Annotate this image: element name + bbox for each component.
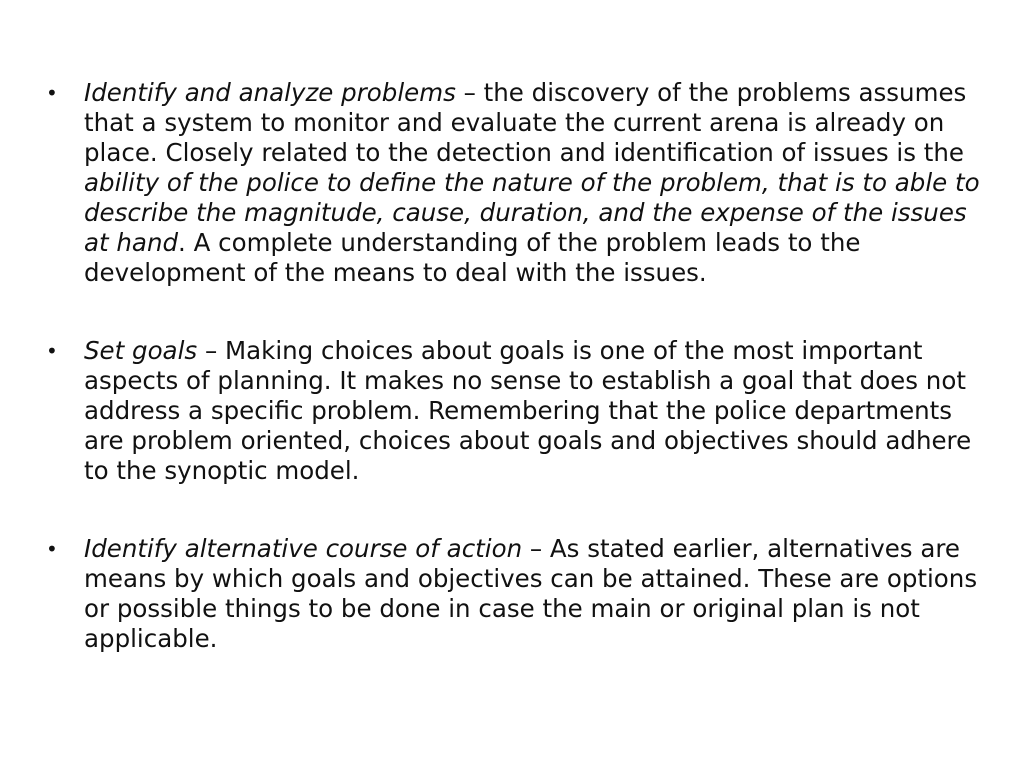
bullet-item-set-goals (46, 336, 986, 486)
bullet-dash: – (197, 336, 225, 365)
bullet-icon: • (46, 81, 58, 105)
bullet-text: Making choices about goals is one of the most important aspects of planning. It makes no sense to establish a goal that does not address a specific problem. Remembering that the police departments are problem oriented, choices about goals and objectives should adhere to the synoptic model. (84, 336, 972, 485)
bullet-list (46, 78, 986, 654)
bullet-term: Identify and analyze problems (84, 78, 456, 107)
bullet-term: Identify alternative course of action (84, 534, 523, 563)
bullet-text-after: . A complete understanding of the problem leads to the development of the means to deal with the issues. (84, 228, 861, 287)
bullet-item-identify-alternatives (46, 534, 986, 654)
bullet-text: As stated earlier, alternatives are means by which goals and objectives can be attained. These are options or possible things to be done in case the main or original plan is not applicable. (84, 534, 978, 653)
bullet-dash: – (455, 78, 484, 107)
bullet-icon: • (46, 537, 58, 561)
bullet-dash: – (522, 534, 550, 563)
bullet-item-identify-problems (46, 78, 986, 288)
bullet-emphasis: ability of the police to define the nature of the problem, that is to able to describe the magnitude, cause, duration, and the expense of the issues at hand (84, 168, 980, 257)
bullet-icon: • (46, 339, 58, 363)
bullet-text: the discovery of the problems assumes that a system to monitor and evaluate the current arena is already on place. Closely related to the detection and identification of issues is the (84, 78, 967, 167)
bullet-term: Set goals (84, 336, 198, 365)
